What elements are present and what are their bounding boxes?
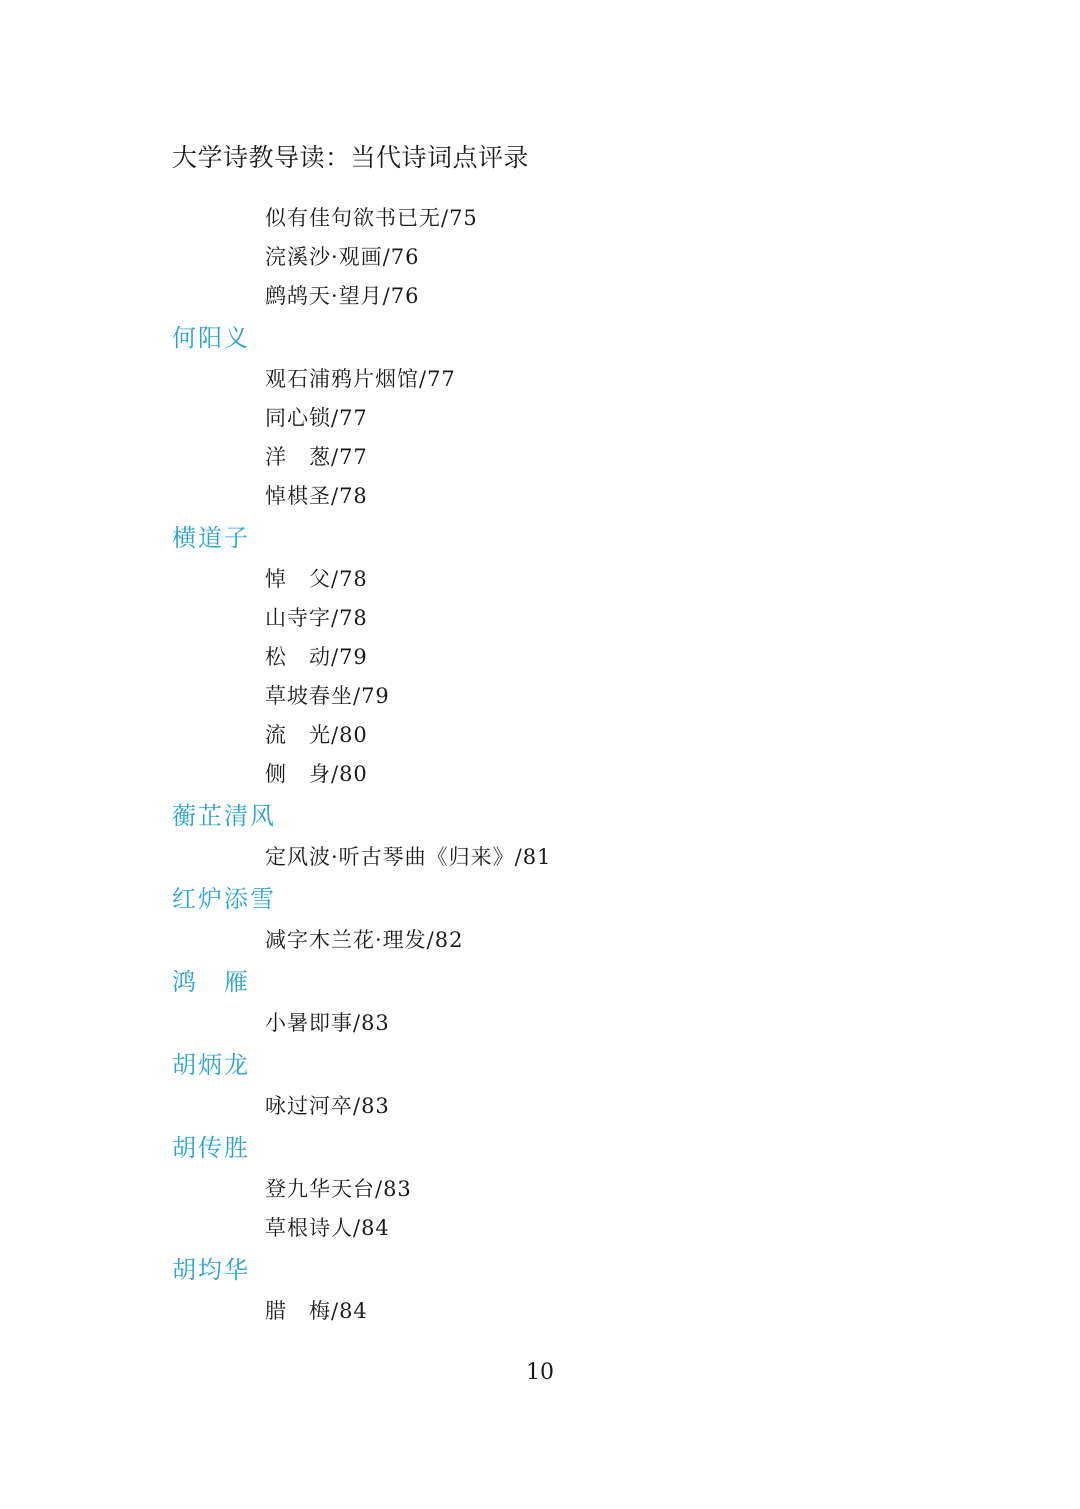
toc-poem-entry: 登九华天台/83 bbox=[265, 1177, 412, 1201]
running-head-title: 大学诗教导读：当代诗词点评录 bbox=[172, 143, 530, 172]
toc-poem-entry: 鹧鸪天·望月/76 bbox=[265, 284, 420, 308]
toc-author-heading: 何阳义 bbox=[172, 324, 250, 352]
toc-author-heading: 胡均华 bbox=[172, 1256, 250, 1284]
toc-poem-entry: 流 光/80 bbox=[265, 723, 368, 747]
toc-author-heading: 红炉添雪 bbox=[172, 885, 276, 913]
page-number: 10 bbox=[526, 1360, 554, 1385]
toc-poem-entry: 同心锁/77 bbox=[265, 406, 368, 430]
toc-author-heading: 蘅芷清风 bbox=[172, 802, 276, 830]
toc-author-heading: 胡炳龙 bbox=[172, 1051, 250, 1079]
toc-poem-entry: 悼 父/78 bbox=[265, 567, 368, 591]
toc-author-heading: 胡传胜 bbox=[172, 1134, 250, 1162]
toc-poem-entry: 草根诗人/84 bbox=[265, 1216, 390, 1240]
toc-poem-entry: 小暑即事/83 bbox=[265, 1011, 390, 1035]
toc-poem-entry: 洋 葱/77 bbox=[265, 445, 368, 469]
toc-poem-entry: 腊 梅/84 bbox=[265, 1299, 368, 1323]
toc-poem-entry: 松 动/79 bbox=[265, 645, 368, 669]
toc-poem-entry: 悼棋圣/78 bbox=[265, 484, 368, 508]
toc-poem-entry: 浣溪沙·观画/76 bbox=[265, 245, 420, 269]
toc-poem-entry: 咏过河卒/83 bbox=[265, 1094, 390, 1118]
toc-poem-entry: 山寺字/78 bbox=[265, 606, 368, 630]
table-of-contents bbox=[172, 199, 972, 1331]
toc-poem-entry: 侧 身/80 bbox=[265, 762, 368, 786]
toc-poem-entry: 减字木兰花·理发/82 bbox=[265, 928, 464, 952]
toc-poem-entry: 定风波·听古琴曲《归来》/81 bbox=[265, 845, 552, 869]
toc-poem-entry: 草坡春坐/79 bbox=[265, 684, 390, 708]
toc-poem-entry: 似有佳句欲书已无/75 bbox=[265, 206, 478, 230]
toc-author-heading: 鸿 雁 bbox=[172, 968, 250, 996]
toc-poem-entry: 观石浦鸦片烟馆/77 bbox=[265, 367, 456, 391]
toc-author-heading: 横道子 bbox=[172, 524, 250, 552]
